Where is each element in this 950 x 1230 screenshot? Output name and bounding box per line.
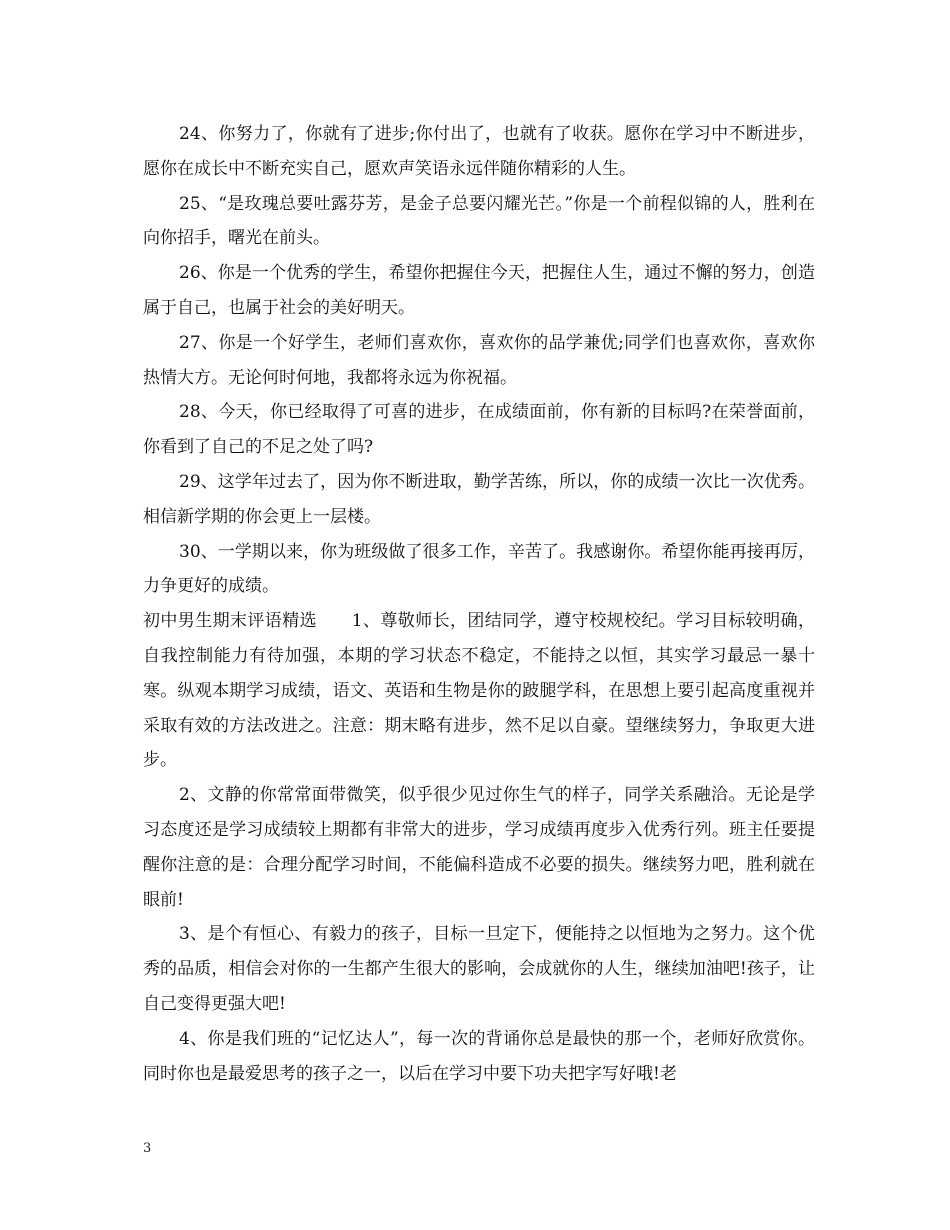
paragraph-29: 29、这学年过去了，因为你不断进取，勤学苦练，所以，你的成绩一次比一次优秀。相信新学期的你会更上一层楼。 bbox=[143, 471, 815, 527]
paragraph-4: 4、你是我们班的“记忆达人”，每一次的背诵你总是最快的那一个，老师好欣赏你。同时你也是最爱思考的孩子之一，以后在学习中要下功夫把字写好哦!老 bbox=[143, 1028, 815, 1084]
paragraph-3: 3、是个有恒心、有毅力的孩子，目标一旦定下，便能持之以恒地为之努力。这个优秀的品质，相信会对你的一生都产生很大的影响，会成就你的人生，继续加油吧!孩子，让自己变得更强大吧! bbox=[143, 924, 815, 1014]
paragraph-27: 27、你是一个好学生，老师们喜欢你，喜欢你的品学兼优;同学们也喜欢你，喜欢你热情大方。无论何时何地，我都将永远为你祝福。 bbox=[143, 332, 815, 388]
paragraph-26: 26、你是一个优秀的学生，希望你把握住今天，把握住人生，通过不懈的努力，创造属于自己，也属于社会的美好明天。 bbox=[143, 263, 815, 318]
paragraph-2: 2、文静的你常常面带微笑，似乎很少见过你生气的样子，同学关系融洽。无论是学习态度还是学习成绩较上期都有非常大的进步，学习成绩再度步入优秀行列。班主任要提醒你注意的是：合理分配学习时间，不能偏科造成不必要的损失。继续努力吧，胜利就在眼前! bbox=[143, 785, 815, 910]
page-number: 3 bbox=[143, 1141, 152, 1156]
paragraph-28: 28、今天，你已经取得了可喜的进步，在成绩面前，你有新的目标吗?在荣誉面前，你看到了自己的不足之处了吗? bbox=[143, 402, 815, 458]
paragraph-24: 24、你努力了，你就有了进步;你付出了，也就有了收获。愿你在学习中不断进步，愿你在成长中不断充实自己，愿欢声笑语永远伴随你精彩的人生。 bbox=[143, 124, 815, 179]
paragraph-30: 30、一学期以来，你为班级做了很多工作，辛苦了。我感谢你。希望你能再接再厉，力争更好的成绩。 bbox=[143, 541, 815, 597]
section-heading-paragraph-1: 初中男生期末评语精选 1、尊敬师长，团结同学，遵守校规校纪。学习目标较明确，自我控制能力有待加强，本期的学习状态不稳定，不能持之以恒，其实学习最忌一暴十寒。纵观本期学习成绩，语文、英语和生物是你的跛腿学科，在思想上要引起高度重视并采取有效的方法改进之。注意：期末略有进步，然不足以自豪。望继续努力，争取更大进步。 bbox=[143, 611, 815, 771]
body-text bbox=[143, 117, 815, 1091]
paragraph-25: 25、“是玫瑰总要吐露芬芳，是金子总要闪耀光芒。”你是一个前程似锦的人，胜利在向你招手，曙光在前头。 bbox=[143, 193, 815, 249]
